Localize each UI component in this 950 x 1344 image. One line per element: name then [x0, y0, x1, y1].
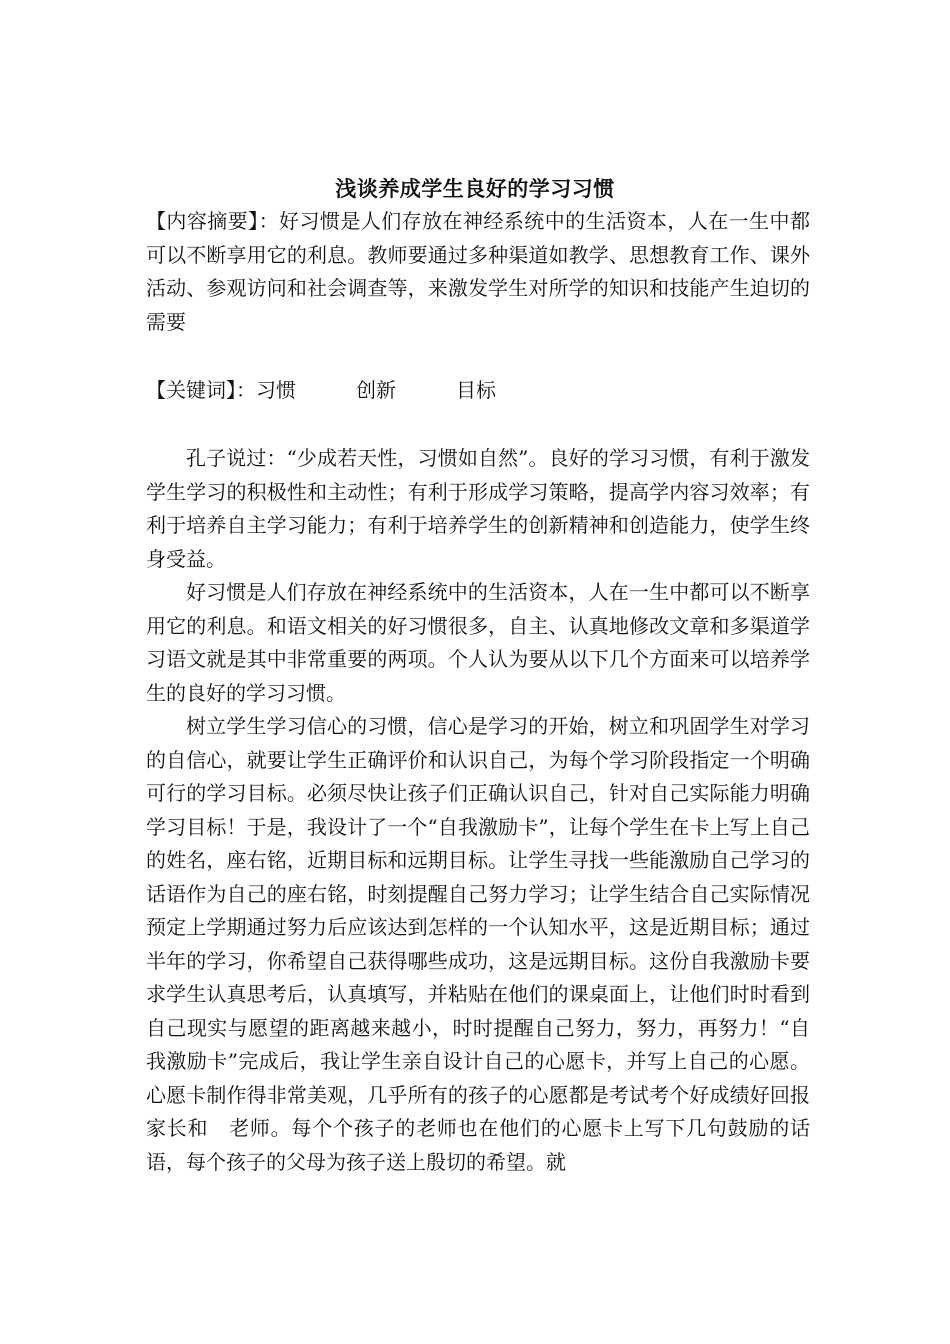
keyword-item: 目标	[456, 378, 496, 402]
keywords-label: 【关键词】：	[146, 378, 256, 402]
keyword-item: 习惯	[256, 378, 296, 402]
body-paragraph: 树立学生学习信心的习惯，信心是学习的开始，树立和巩固学生对学习的自信心，就要让学生正确评价和认识自己，为每个学习阶段指定一个明确可行的学习目标。必须尽快让孩子们正确认识自己，针对自己实际能力明确学习目标！于是，我设计了一个“自我激励卡”，让每个学生在卡上写上自己的姓名，座右铭，近期目标和远期目标。让学生寻找一些能激励自己学习的话语作为自己的座右铭，时刻提醒自己努力学习；让学生结合自己实际情况预定上学期通过努力后应该达到怎样的一个认知水平，这是近期目标；通过半年的学习，你希望自己获得哪些成功，这是远期目标。这份自我激励卡要求学生认真思考后，认真填写，并粘贴在他们的课桌面上，让他们时时看到自己现实与愿望的距离越来越小，时时提醒自己努力，努力，再努力！“自我激励卡”完成后，我让学生亲自设计自己的心愿卡，并写上自己的心愿。心愿卡制作得非常美观，几乎所有的孩子的心愿都是考试考个好成绩好回报 家长和 老师。每个个孩子的老师也在他们的心愿卡上写下几句鼓励的话语，每个孩子的父母为孩子送上殷切的希望。就	[146, 714, 830, 1174]
abstract-text: ：好习惯是人们存放在神经系统中的生活资本，人在一生中都可以不断享用它的利息。教师要通过多种渠道如教学、思想教育工作、课外活动、参观访问和社会调查等，来激发学生对所学的知识和技能产生迫切的需要	[146, 209, 810, 334]
abstract-section	[146, 205, 810, 339]
body-text	[146, 442, 830, 1179]
abstract-label: 【内容摘要】	[146, 209, 259, 233]
body-paragraph: 孔子说过：“少成若天性，习惯如自然”。良好的学习习惯，有利于激发学生学习的积极性和主动性；有利于形成学习策略，提高学内容习效率；有利于培养自主学习能力；有利于培养学生的创新精神和创造能力，使学生终身受益。	[146, 446, 810, 571]
keywords-section	[146, 374, 810, 408]
keyword-item: 创新	[356, 378, 396, 402]
document-title: 浅谈养成学生良好的学习习惯	[335, 177, 615, 201]
body-paragraph: 好习惯是人们存放在神经系统中的生活资本，人在一生中都可以不断享用它的利息。和语文相关的好习惯很多，自主、认真地修改文章和多渠道学习语文就是其中非常重要的两项。个人认为要从以下几个方面来可以培养学生的良好的学习习惯。	[146, 580, 810, 705]
